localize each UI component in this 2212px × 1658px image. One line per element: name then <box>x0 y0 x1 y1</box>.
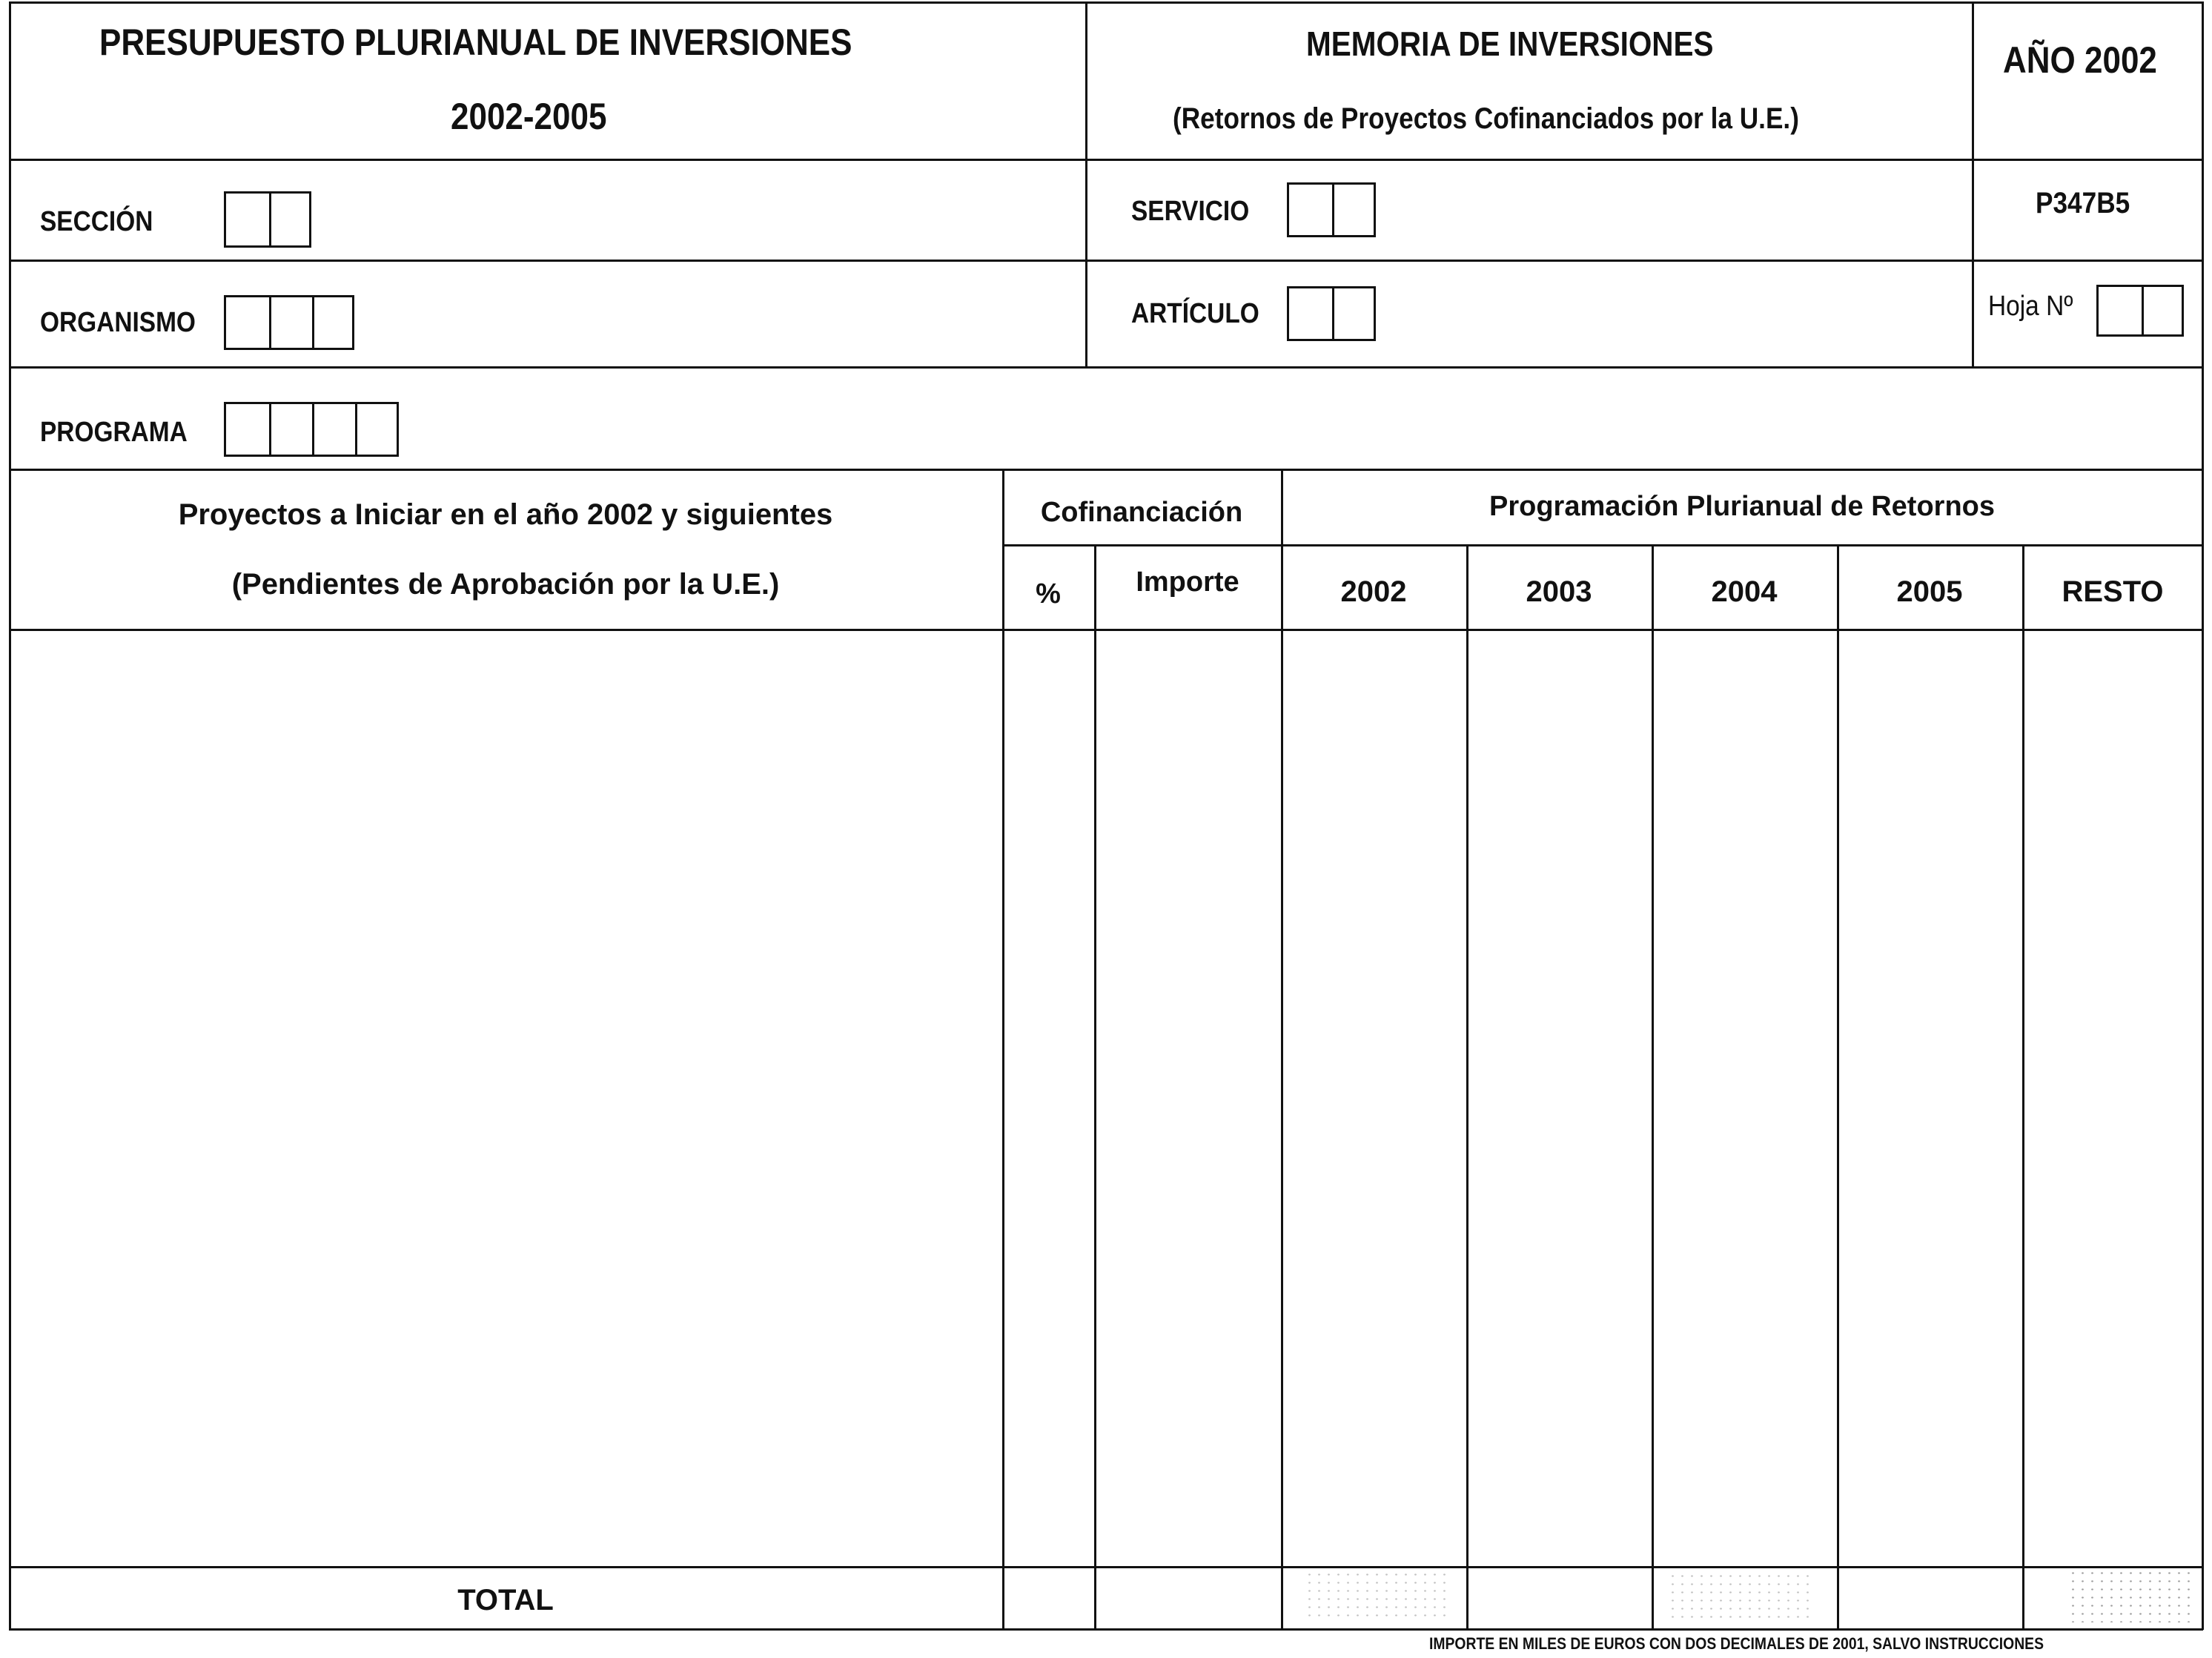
year-col-2004: 2004 <box>1711 575 1778 608</box>
year-col-2003: 2003 <box>1526 575 1592 608</box>
hoja-label: Hoja Nº <box>1988 291 2073 322</box>
footer-note: IMPORTE EN MILES DE EUROS CON DOS DECIMALES DE 2001, SALVO INSTRUCCIONES <box>1429 1634 2044 1653</box>
memoria-title: MEMORIA DE INVERSIONES <box>1306 24 1714 63</box>
projects-header-line2: (Pendientes de Aprobación por la U.E.) <box>231 568 780 601</box>
total-row-scan-noise-2 <box>1668 1572 1816 1622</box>
page-title-years: 2002-2005 <box>451 96 607 137</box>
servicio-label: SERVICIO <box>1131 196 1250 227</box>
year-col-2002: 2002 <box>1340 575 1407 608</box>
projects-table-body[interactable] <box>11 631 2201 1565</box>
year-label: AÑO 2002 <box>2003 39 2157 81</box>
projects-header-line1: Proyectos a Iniciar en el año 2002 y siguientes <box>178 498 833 531</box>
form-code: P347B5 <box>2036 187 2130 219</box>
year-col-resto: RESTO <box>2062 575 2164 608</box>
memoria-subtitle: (Retornos de Proyectos Cofinanciados por la U.E.) <box>1173 102 1799 135</box>
percent-header: % <box>1036 578 1061 610</box>
total-label: TOTAL <box>457 1584 554 1616</box>
organismo-label: ORGANISMO <box>40 307 196 338</box>
importe-header: Importe <box>1136 567 1239 598</box>
cofinanciacion-header: Cofinanciación <box>1040 497 1243 528</box>
programa-label: PROGRAMA <box>40 417 188 448</box>
total-row-scan-noise-3 <box>2068 1569 2194 1622</box>
articulo-label: ARTÍCULO <box>1131 298 1259 329</box>
programacion-header: Programación Plurianual de Retornos <box>1489 491 1996 522</box>
page-title: PRESUPUESTO PLURIANUAL DE INVERSIONES <box>99 22 852 63</box>
year-col-2005: 2005 <box>1896 575 1963 608</box>
articulo-code-boxes[interactable] <box>1287 286 1376 341</box>
seccion-code-boxes[interactable] <box>224 191 311 248</box>
organismo-code-boxes[interactable] <box>224 295 354 350</box>
seccion-label: SECCIÓN <box>40 206 153 237</box>
hoja-number-boxes[interactable] <box>2096 285 2184 337</box>
servicio-code-boxes[interactable] <box>1287 182 1376 237</box>
programa-code-boxes[interactable] <box>224 402 399 457</box>
total-row-scan-noise <box>1305 1571 1453 1622</box>
